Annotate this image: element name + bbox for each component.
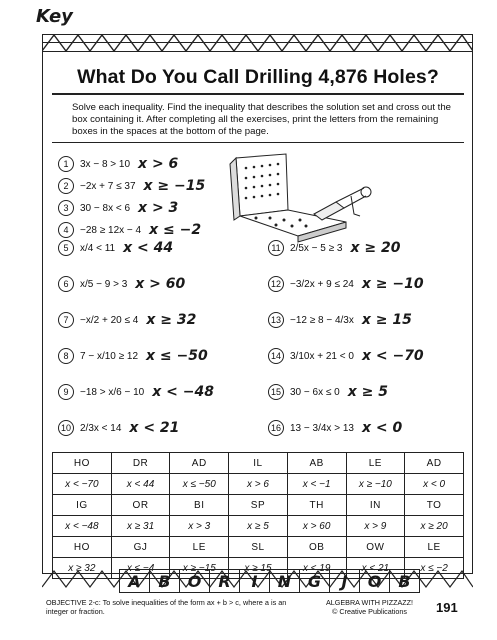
- handwritten-answer: x < 21: [129, 420, 180, 436]
- problem-number: 14: [268, 348, 284, 364]
- problem-expression: x/5 − 9 > 3: [80, 278, 128, 290]
- box-letters: BI: [170, 495, 229, 516]
- box-letters: SP: [229, 495, 288, 516]
- box-letters: HO: [53, 537, 112, 558]
- box-inequality: x ≥ 31: [111, 516, 170, 537]
- problem-number: 5: [58, 240, 74, 256]
- answer-letter-box: I: [239, 569, 270, 593]
- problem-number: 8: [58, 348, 74, 364]
- answer-letter-box: A: [119, 569, 150, 593]
- answer-letter-box: G: [299, 569, 330, 593]
- problem-expression: 2/5x − 5 ≥ 3: [290, 242, 343, 254]
- problem-expression: −18 > x/6 − 10: [80, 386, 145, 398]
- box-letters: IN: [346, 495, 405, 516]
- box-letters: LE: [170, 537, 229, 558]
- box-inequality: x < 19: [287, 558, 346, 579]
- problem-1: [58, 156, 178, 172]
- problem-number: 6: [58, 276, 74, 292]
- problem-number: 2: [58, 178, 74, 194]
- handwritten-answer: x < 0: [361, 420, 403, 436]
- handwritten-answer: x < −70: [361, 348, 424, 364]
- problem-15: [268, 384, 388, 400]
- box-inequality: x ≤ −50: [170, 474, 229, 495]
- problem-expression: −3/2x + 9 ≤ 24: [290, 278, 354, 290]
- handwritten-answer: x ≤ −50: [146, 348, 208, 364]
- handwritten-answer: x ≤ −2: [149, 222, 202, 238]
- grid-letter-row: [53, 495, 464, 516]
- problem-number: 3: [58, 200, 74, 216]
- problem-expression: 2/3x < 14: [80, 422, 122, 434]
- problem-number: 10: [58, 420, 74, 436]
- problem-expression: 13 − 3/4x > 13: [290, 422, 354, 434]
- problem-expression: 30 − 6x ≤ 0: [290, 386, 340, 398]
- objective-text: OBJECTIVE 2-c: To solve inequalities of the form ax + b > c, where a is an integer or fraction.: [46, 598, 287, 616]
- handwritten-answer: x > 60: [135, 276, 186, 292]
- answer-boxes-grid: [52, 452, 464, 579]
- box-letters: LE: [405, 537, 464, 558]
- page-number: 191: [436, 600, 458, 615]
- publisher-text: [326, 598, 413, 616]
- box-letters: DR: [111, 453, 170, 474]
- box-letters: SL: [229, 537, 288, 558]
- problem-expression: 3x − 8 > 10: [80, 158, 131, 170]
- problem-16: [268, 420, 402, 436]
- title-rule: [52, 93, 464, 95]
- problem-number: 4: [58, 222, 74, 238]
- answer-letter-box: R: [209, 569, 240, 593]
- grid-inequality-row: [53, 474, 464, 495]
- box-letters: GJ: [111, 537, 170, 558]
- answer-letter-box: O: [179, 569, 210, 593]
- problem-7: [58, 312, 196, 328]
- box-inequality: x ≥ 32: [53, 558, 112, 579]
- grid-letter-row: [53, 537, 464, 558]
- box-inequality: x ≥ −15: [170, 558, 229, 579]
- handwritten-answer: x ≥ −10: [361, 276, 424, 292]
- problem-9: [58, 384, 214, 400]
- box-inequality: x > 9: [346, 516, 405, 537]
- answer-letter-box: B: [149, 569, 180, 593]
- problem-expression: 30 − 8x < 6: [80, 202, 131, 214]
- problem-expression: −12 ≥ 8 − 4/3x: [290, 314, 354, 326]
- box-letters: AD: [405, 453, 464, 474]
- problem-4: [58, 222, 201, 238]
- box-letters: AD: [170, 453, 229, 474]
- box-inequality: x ≥ 5: [229, 516, 288, 537]
- box-letters: TH: [287, 495, 346, 516]
- box-letters: HO: [53, 453, 112, 474]
- drill-illustration: [226, 150, 376, 250]
- problem-2: [58, 178, 205, 194]
- problem-10: [58, 420, 179, 436]
- problem-expression: 3/10x + 21 < 0: [290, 350, 354, 362]
- handwritten-answer: x ≥ 5: [347, 384, 388, 400]
- box-inequality: x ≥ 20: [405, 516, 464, 537]
- problem-13: [268, 312, 412, 328]
- page-title: What Do You Call Drilling 4,876 Holes?: [77, 66, 439, 88]
- handwritten-answer: x > 6: [138, 156, 179, 172]
- box-inequality: x ≥ −10: [346, 474, 405, 495]
- problem-5: [58, 240, 173, 256]
- box-letters: OB: [287, 537, 346, 558]
- key-note: Key: [36, 6, 73, 27]
- handwritten-answer: x < 44: [123, 240, 174, 256]
- box-inequality: x < −70: [53, 474, 112, 495]
- box-inequality: x ≤ −2: [405, 558, 464, 579]
- box-inequality: x > 3: [170, 516, 229, 537]
- problem-3: [58, 200, 178, 216]
- problem-number: 1: [58, 156, 74, 172]
- box-inequality: x < 0: [405, 474, 464, 495]
- box-letters: IL: [229, 453, 288, 474]
- instructions: Solve each inequality. Find the inequality that describes the solution set and cross out the box containing it. After completing all the exercises, print the letters from the remaining boxes in the spaces at the bottom of the page.: [72, 102, 452, 137]
- box-letters: OW: [346, 537, 405, 558]
- problem-expression: x/4 < 11: [80, 242, 116, 254]
- box-inequality: x < 21: [346, 558, 405, 579]
- problem-number: 11: [268, 240, 284, 256]
- handwritten-answer: x ≥ 20: [350, 240, 401, 256]
- problem-expression: 7 − x/10 ≥ 12: [80, 350, 139, 362]
- box-inequality: x > 6: [229, 474, 288, 495]
- handwritten-answer: x < −48: [152, 384, 214, 400]
- grid-inequality-row: [53, 516, 464, 537]
- book-title: ALGEBRA WITH PIZZAZZ!: [326, 598, 414, 607]
- problem-expression: −x/2 + 20 ≤ 4: [80, 314, 139, 326]
- box-letters: LE: [346, 453, 405, 474]
- box-inequality: x < −48: [53, 516, 112, 537]
- problem-number: 16: [268, 420, 284, 436]
- box-letters: AB: [287, 453, 346, 474]
- box-inequality: x ≥ 15: [229, 558, 288, 579]
- box-inequality: x > 60: [287, 516, 346, 537]
- box-inequality: x < −1: [287, 474, 346, 495]
- answer-letter-boxes: [120, 569, 420, 591]
- problem-8: [58, 348, 208, 364]
- problem-6: [58, 276, 185, 292]
- box-inequality: x < 44: [111, 474, 170, 495]
- box-inequality: x ≤ −4: [111, 558, 170, 579]
- problem-number: 13: [268, 312, 284, 328]
- problem-number: 15: [268, 384, 284, 400]
- problem-number: 7: [58, 312, 74, 328]
- problem-12: [268, 276, 424, 292]
- answer-letter-box: O: [359, 569, 390, 593]
- problem-number: 9: [58, 384, 74, 400]
- handwritten-answer: x ≥ 15: [361, 312, 412, 328]
- box-letters: TO: [405, 495, 464, 516]
- answer-letter-box: N: [269, 569, 300, 593]
- problem-expression: −2x + 7 ≤ 37: [80, 180, 136, 192]
- problem-14: [268, 348, 424, 364]
- instructions-rule: [52, 142, 464, 143]
- box-letters: IG: [53, 495, 112, 516]
- handwritten-answer: x > 3: [138, 200, 179, 216]
- problem-expression: −28 ≥ 12x − 4: [80, 224, 142, 236]
- answer-letter-box: J: [329, 569, 360, 593]
- handwritten-answer: x ≥ 32: [146, 312, 197, 328]
- problem-number: 12: [268, 276, 284, 292]
- handwritten-answer: x ≥ −15: [143, 178, 206, 194]
- box-letters: OR: [111, 495, 170, 516]
- copyright: © Creative Publications: [332, 607, 407, 616]
- answer-letter-box: B: [389, 569, 420, 593]
- grid-letter-row: [53, 453, 464, 474]
